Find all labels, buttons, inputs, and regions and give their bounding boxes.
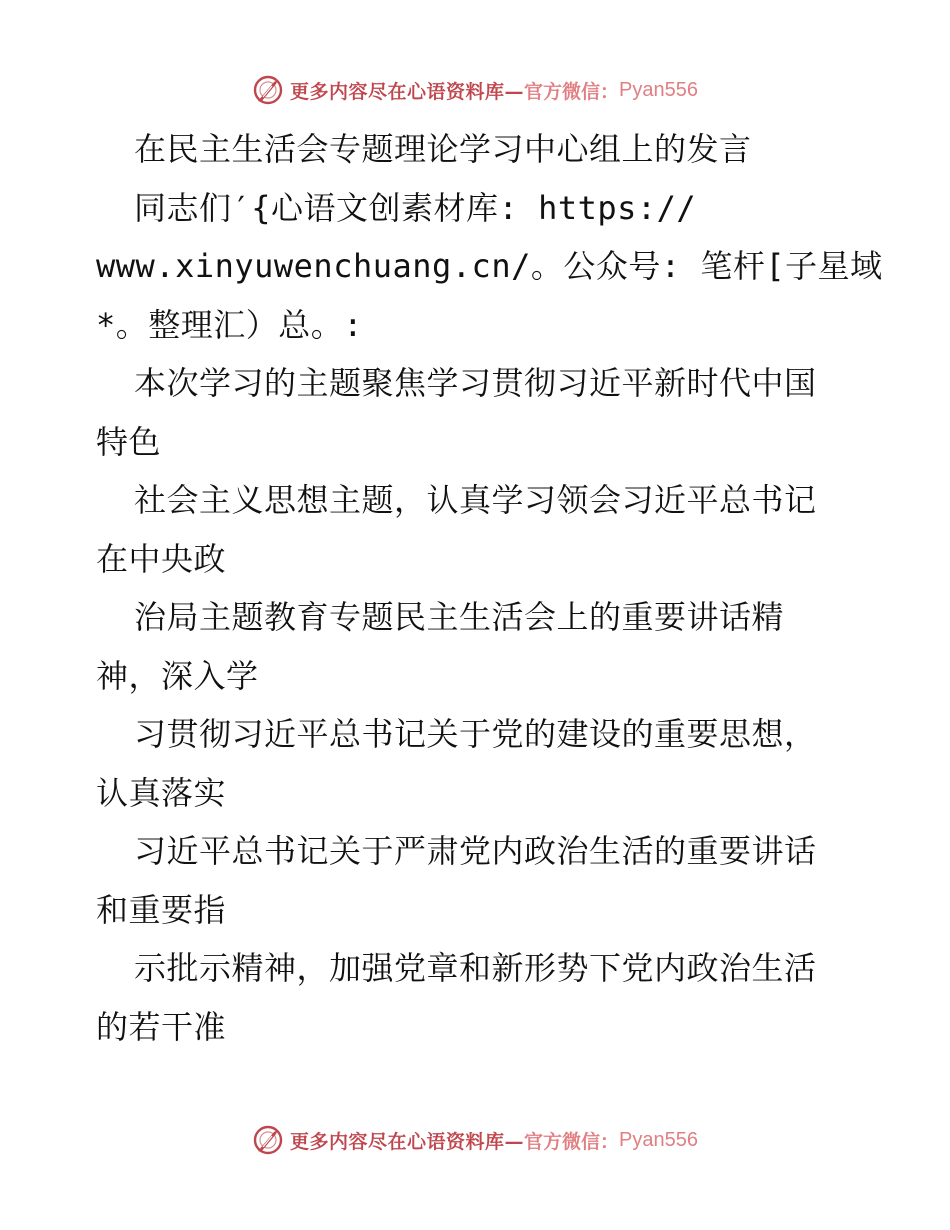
header-watermark bbox=[0, 70, 950, 110]
text-line: 特色 bbox=[96, 422, 162, 461]
text-line: 认真落实 bbox=[96, 773, 227, 812]
quill-pen-logo-icon bbox=[252, 1124, 284, 1156]
quill-pen-logo-icon bbox=[252, 74, 284, 106]
text-line: 和重要指 bbox=[96, 890, 227, 929]
watermark-wechat-id: Pyan556 bbox=[619, 1128, 698, 1151]
text-line: 神，深入学 bbox=[96, 656, 259, 695]
document-body bbox=[96, 120, 883, 1056]
text-line: 治局主题教育专题民主生活会上的重要讲话精 bbox=[134, 598, 785, 636]
text-line: *。整理汇）总。: bbox=[96, 305, 364, 344]
text-line: 示批示精神，加强党章和新形势下党内政治生活 bbox=[134, 949, 817, 987]
watermark-slogan: 更多内容尽在心语资料库— bbox=[290, 80, 525, 103]
watermark-wechat-id: Pyan556 bbox=[619, 78, 698, 101]
text-line: 习贯彻习近平总书记关于党的建设的重要思想， bbox=[134, 715, 817, 753]
text-line: 在中央政 bbox=[96, 539, 227, 578]
text-line: 习近平总书记关于严肃党内政治生活的重要讲话 bbox=[134, 832, 817, 870]
text-line: www.xinyuwenchuang.cn/。公众号: 笔杆[子星域 bbox=[96, 247, 883, 285]
footer-watermark bbox=[0, 1120, 950, 1160]
text-line: 社会主义思想主题，认真学习领会习近平总书记 bbox=[134, 481, 817, 519]
watermark-wechat-label: 官方微信： bbox=[524, 80, 620, 103]
watermark-slogan: 更多内容尽在心语资料库— bbox=[290, 1130, 525, 1153]
watermark-wechat-label: 官方微信： bbox=[524, 1130, 620, 1153]
document-title: 在民主生活会专题理论学习中心组上的发言 bbox=[134, 130, 752, 168]
text-line: 的若干准 bbox=[96, 1007, 227, 1046]
text-line: 本次学习的主题聚焦学习贯彻习近平新时代中国 bbox=[134, 364, 817, 402]
text-line: 同志们′{心语文创素材库: https:// bbox=[134, 188, 697, 227]
